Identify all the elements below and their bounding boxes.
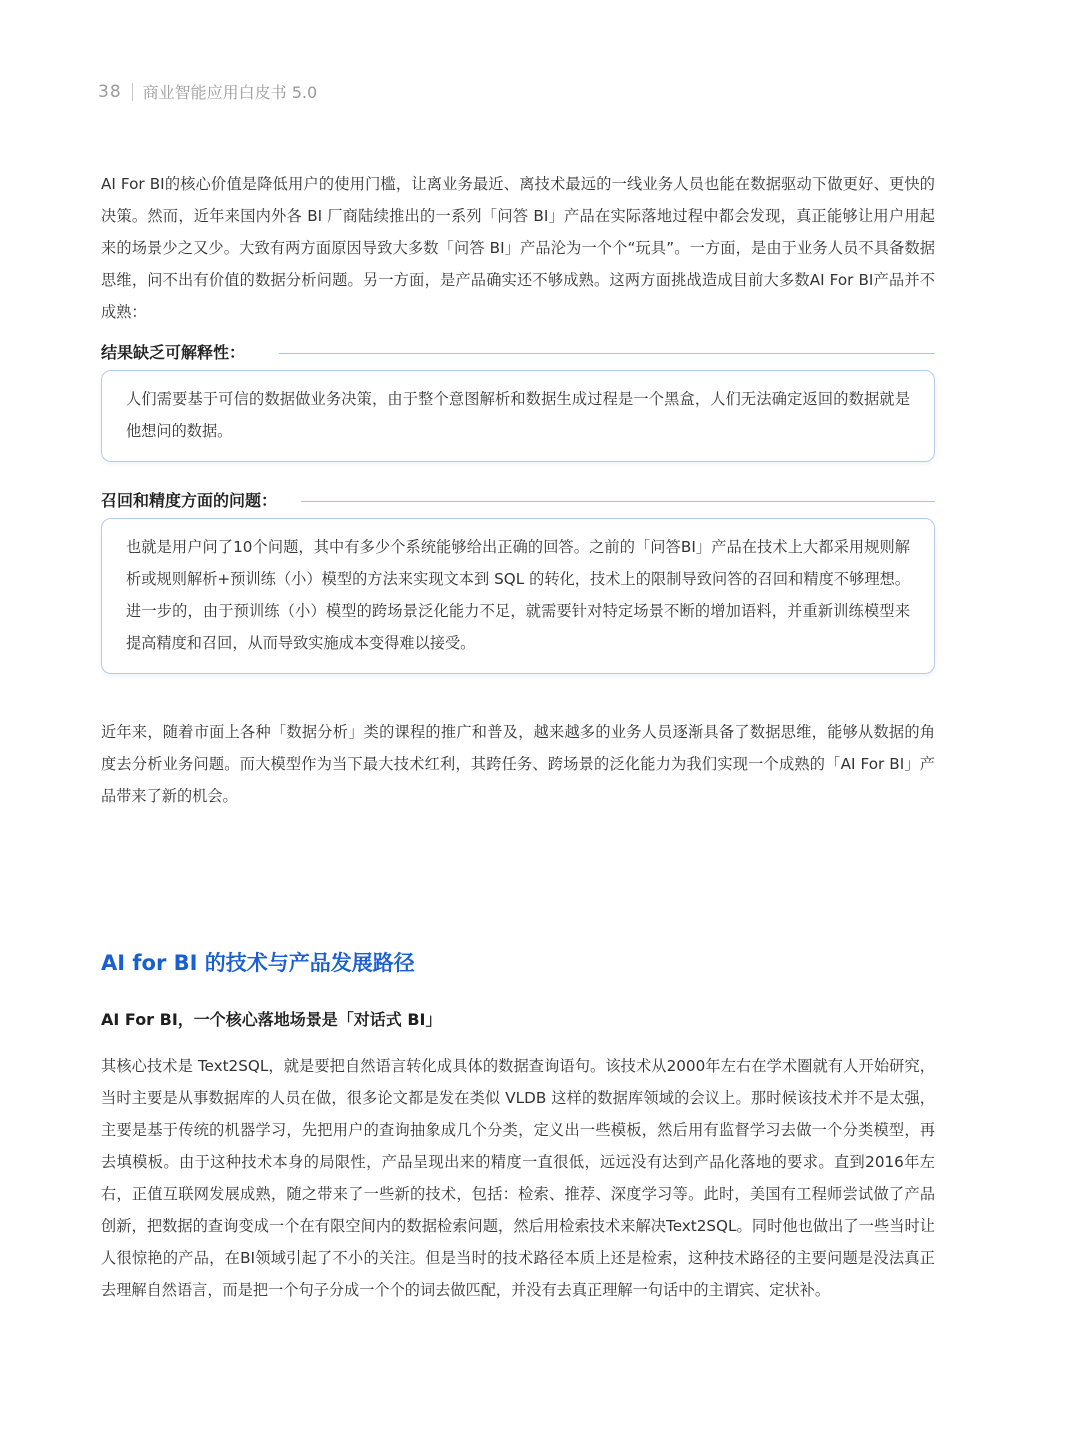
callout-box-recall-precision xyxy=(101,518,935,674)
callout-text: 也就是用户问了10个问题，其中有多少个系统能够给出正确的回答。之前的「问答BI」产品在技术上大都采用规则解析或规则解析+预训练（小）模型的方法来实现文本到 SQL 的转化，技术上的限制导致问答的召回和精度不够理想。进一步的，由于预训练（小）模型的跨场景泛化能力不足，就需要针对特定场景不断的增加语料，并重新训练模型来提高精度和召回，从而导致实施成本变得难以接受。 xyxy=(126,538,910,652)
page-number: 38 xyxy=(98,81,122,102)
callout-box-explainability xyxy=(101,370,935,462)
block-title-text: 结果缺乏可解释性： xyxy=(101,343,246,362)
section-heading: AI for BI 的技术与产品发展路径 xyxy=(101,951,415,975)
header-divider xyxy=(132,83,133,101)
title-rule xyxy=(279,353,935,354)
title-rule xyxy=(301,501,935,502)
opportunity-paragraph: 近年来，随着市面上各种「数据分析」类的课程的推广和普及，越来越多的业务人员逐渐具备了数据思维，能够从数据的角度去分析业务问题。而大模型作为当下最大技术红利，其跨任务、跨场景的泛化能力为我们实现一个成熟的「AI For BI」产品带来了新的机会。 xyxy=(101,723,935,805)
page-header xyxy=(98,80,317,103)
intro-paragraph: AI For BI的核心价值是降低用户的使用门槛，让离业务最近、离技术最远的一线业务人员也能在数据驱动下做更好、更快的决策。然而，近年来国内外各 BI 厂商陆续推出的一系列「问答 BI」产品在实际落地过程中都会发现，真正能够让用户用起来的场景少之又少。大致有两方面原因导致大多数「问答 BI」产品沦为一个个“玩具”。一方面，是由于业务人员不具备数据思维，问不出有价值的数据分析问题。另一方面，是产品确实还不够成熟。这两方面挑战造成目前大多数AI For BI产品并不成熟： xyxy=(101,175,935,321)
block-title-explainability xyxy=(101,338,935,368)
block-title-text: 召回和精度方面的问题： xyxy=(101,491,278,510)
callout-text: 人们需要基于可信的数据做业务决策，由于整个意图解析和数据生成过程是一个黑盒，人们无法确定返回的数据就是他想问的数据。 xyxy=(126,390,910,440)
section-body-paragraph: 其核心技术是 Text2SQL，就是要把自然语言转化成具体的数据查询语句。该技术从2000年左右在学术圈就有人开始研究，当时主要是从事数据库的人员在做，很多论文都是发在类似 VLDB 这样的数据库领域的会议上。那时候该技术并不是太强，主要是基于传统的机器学习，先把用户的查询抽象成几个分类，定义出一些模板，然后用有监督学习去做一个分类模型，再去填模板。由于这种技术本身的局限性，产品呈现出来的精度一直很低，远远没有达到产品化落地的要求。直到2016年左右，正值互联网发展成熟，随之带来了一些新的技术，包括：检索、推荐、深度学习等。此时，美国有工程师尝试做了产品创新，把数据的查询变成一个在有限空间内的数据检索问题，然后用检索技术来解决Text2SQL。同时他也做出了一些当时让人很惊艳的产品，在BI领域引起了不小的关注。但是当时的技术路径本质上还是检索，这种技术路径的主要问题是没法真正去理解自然语言，而是把一个句子分成一个个的词去做匹配，并没有去真正理解一句话中的主谓宾、定状补。 xyxy=(101,1057,935,1299)
document-title: 商业智能应用白皮书 5.0 xyxy=(142,83,318,102)
block-title-recall-precision xyxy=(101,486,935,516)
section-subheading: AI For BI，一个核心落地场景是「对话式 BI」 xyxy=(101,1010,442,1029)
page-content xyxy=(101,168,935,1306)
